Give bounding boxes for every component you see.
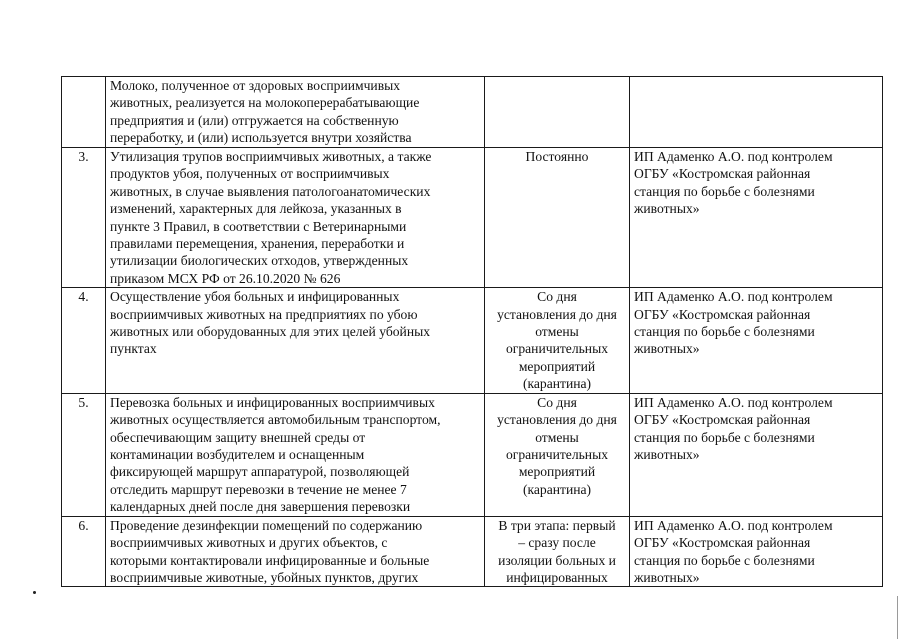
- scan-dot: [33, 591, 36, 594]
- measure-text: Осуществление убоя больных и инфицированных восприимчивых животных на предприятиях по убою животных или оборудованных для этих целей убойных пунктах: [110, 289, 431, 357]
- row-number: 5.: [78, 394, 89, 410]
- measure-cell: [106, 288, 485, 393]
- row-number-cell: [62, 77, 106, 148]
- measure-cell: [106, 77, 485, 148]
- responsible-text: ИП Адаменко А.О. под контролем ОГБУ «Костромская районная станция по борьбе с болезнями животных»: [634, 394, 833, 462]
- measure-text: Перевозка больных и инфицированных восприимчивых животных осуществляется автомобильным транспортом, обеспечивающим защиту внешней среды от контаминации возбудителем и оснащенным фиксирующей маршрут аппаратурой, позволяющей отследить маршрут перевозки в течение не менее 7 календарных дней после дня завершения перевозки: [110, 394, 441, 515]
- responsible-cell: [630, 516, 883, 587]
- deadline-cell: [485, 288, 630, 393]
- table-row: [62, 77, 883, 148]
- measures-table: [61, 76, 883, 587]
- deadline-text: Со дня установления до дня отмены ограничительных мероприятий (карантина): [497, 394, 617, 497]
- measure-text: Молоко, полученное от здоровых восприимчивых животных, реализуется на молокоперерабатывающие предприятия и (или) отгружается на собственную переработку, и (или) используется внутри хозяйства: [110, 78, 420, 146]
- row-number: 6.: [78, 517, 89, 533]
- responsible-cell: [630, 148, 883, 288]
- responsible-cell: [630, 77, 883, 148]
- table-row: [62, 148, 883, 288]
- table-row: [62, 393, 883, 516]
- row-number-cell: [62, 393, 106, 516]
- measure-cell: [106, 393, 485, 516]
- row-number: 3.: [78, 149, 89, 164]
- deadline-cell: [485, 516, 630, 587]
- row-number: 4.: [78, 289, 89, 305]
- table-row: [62, 516, 883, 587]
- row-number-cell: [62, 516, 106, 587]
- responsible-cell: [630, 288, 883, 393]
- deadline-text: Со дня установления до дня отмены ограничительных мероприятий (карантина): [497, 289, 617, 392]
- table-row: [62, 288, 883, 393]
- responsible-text: ИП Адаменко А.О. под контролем ОГБУ «Костромская районная станция по борьбе с болезнями животных»: [634, 517, 833, 585]
- responsible-text: ИП Адаменко А.О. под контролем ОГБУ «Костромская районная станция по борьбе с болезнями животных»: [634, 289, 833, 357]
- measure-text: Утилизация трупов восприимчивых животных, а также продуктов убоя, полученных от восприимчивых животных, в случае выявления патологоанатомических изменений, характерных для лейкоза, указанных в пункте 3 Правил, в соответствии с Ветеринарными правилами перемещения, хранения, переработки и утилизации биологических отходов, утвержденных приказом МСХ РФ от 26.10.2020 № 626: [110, 149, 432, 286]
- row-number-cell: [62, 148, 106, 288]
- deadline-cell: [485, 393, 630, 516]
- deadline-cell: [485, 77, 630, 148]
- deadline-cell: [485, 148, 630, 288]
- measure-cell: [106, 148, 485, 288]
- deadline-text: В три этапа: первый – сразу после изоляции больных и инфицированных: [498, 517, 616, 585]
- measure-text: Проведение дезинфекции помещений по содержанию восприимчивых животных и других объектов, с которыми контактировали инфицированные и больные восприимчивые животные, убойных пунктов, других: [110, 517, 430, 585]
- row-number-cell: [62, 288, 106, 393]
- responsible-text: ИП Адаменко А.О. под контролем ОГБУ «Костромская районная станция по борьбе с болезнями животных»: [634, 149, 833, 217]
- measure-cell: [106, 516, 485, 587]
- deadline-text: Постоянно: [525, 149, 589, 164]
- responsible-cell: [630, 393, 883, 516]
- page-edge-line: [897, 596, 898, 639]
